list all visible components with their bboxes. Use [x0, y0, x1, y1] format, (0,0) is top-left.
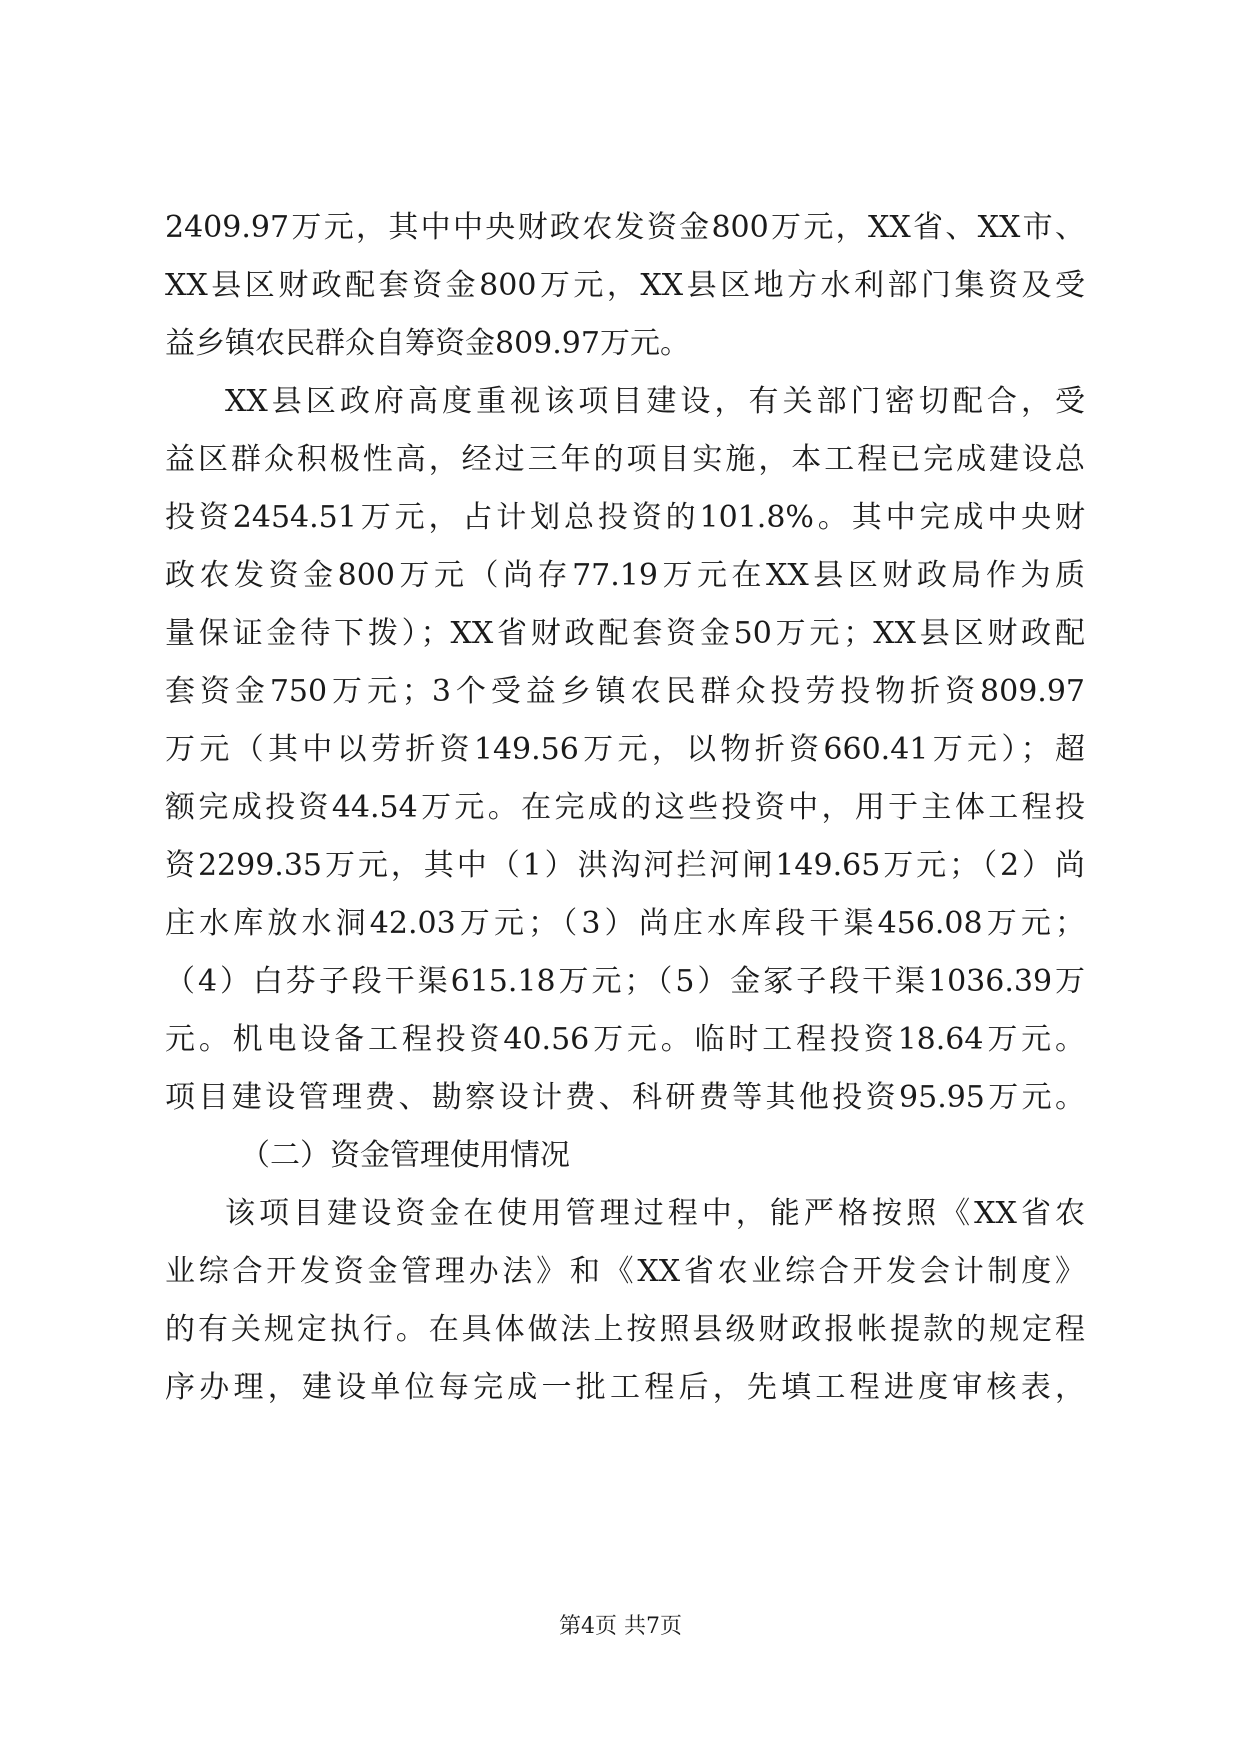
body-text-line: 套资金750万元；3个受益乡镇农民群众投劳投物折资809.97	[165, 674, 1085, 709]
body-text-line: 的有关规定执行。在具体做法上按照县级财政报帐提款的规定程	[165, 1312, 1085, 1347]
section-heading: （二）资金管理使用情况	[240, 1138, 570, 1173]
body-text-line: 量保证金待下拨）；XX省财政配套资金50万元；XX县区财政配	[165, 616, 1085, 651]
body-text-line: 该项目建设资金在使用管理过程中，能严格按照《XX省农	[225, 1196, 1085, 1231]
body-text-line: XX县区政府高度重视该项目建设，有关部门密切配合，受	[225, 384, 1085, 419]
body-text-line: XX县区财政配套资金800万元，XX县区地方水利部门集资及受	[165, 268, 1085, 303]
body-text-line: 资2299.35万元，其中（1）洪沟河拦河闸149.65万元；（2）尚	[165, 848, 1085, 883]
body-text-line: 项目建设管理费、勘察设计费、科研费等其他投资95.95万元。	[165, 1080, 1085, 1115]
body-text-line: 政农发资金800万元（尚存77.19万元在XX县区财政局作为质	[165, 558, 1085, 593]
body-text-line: 万元（其中以劳折资149.56万元，以物折资660.41万元）；超	[165, 732, 1085, 767]
body-text-line: 益乡镇农民群众自筹资金809.97万元。	[165, 326, 690, 361]
body-text-line: （4）白芬子段干渠615.18万元；（5）金冢子段干渠1036.39万	[165, 964, 1085, 999]
body-text-line: 元。机电设备工程投资40.56万元。临时工程投资18.64万元。	[165, 1022, 1085, 1057]
body-text-line: 2409.97万元，其中中央财政农发资金800万元，XX省、XX市、	[165, 210, 1085, 245]
body-text-line: 序办理，建设单位每完成一批工程后，先填工程进度审核表，	[165, 1370, 1085, 1405]
body-text-line: 投资2454.51万元，占计划总投资的101.8%。其中完成中央财	[165, 500, 1085, 535]
page-number-footer: 第4页 共7页	[559, 1614, 682, 1639]
body-text-line: 额完成投资44.54万元。在完成的这些投资中，用于主体工程投	[165, 790, 1085, 825]
body-text-line: 业综合开发资金管理办法》和《XX省农业综合开发会计制度》	[165, 1254, 1085, 1289]
body-text-line: 益区群众积极性高，经过三年的项目实施，本工程已完成建设总	[165, 442, 1085, 477]
body-text-line: 庄水库放水洞42.03万元；（3）尚庄水库段干渠456.08万元；	[165, 906, 1085, 941]
